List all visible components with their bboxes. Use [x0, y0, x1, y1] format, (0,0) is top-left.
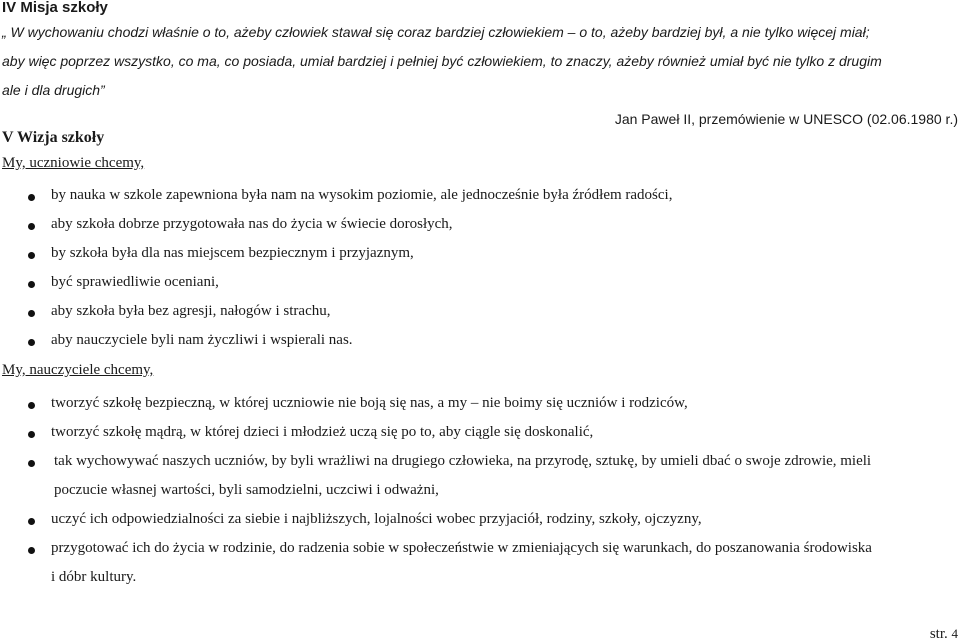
- list-item: [51, 303, 672, 332]
- list-item-text: aby szkoła była bez agresji, nałogów i strachu,: [51, 303, 331, 319]
- bullet-icon: [28, 402, 35, 409]
- teachers-lead: My, nauczyciele chcemy,: [2, 362, 154, 378]
- list-item-text: tworzyć szkołę bezpieczną, w której uczniowie nie boją się nas, a my – nie boimy się uczniów i rodziców,: [51, 395, 688, 411]
- list-item-text: przygotować ich do życia w rodzinie, do radzenia sobie w społeczeństwie w zmieniających się warunkach, do poszanowania środowiska: [51, 540, 872, 556]
- bullet-icon: [28, 339, 35, 346]
- list-item-text: tak wychowywać naszych uczniów, by byli wrażliwi na drugiego człowieka, na przyrodę, sztukę, by umieli dbać o swoje zdrowie, mieli: [54, 453, 872, 469]
- section-heading-vision: V Wizja szkoły: [2, 129, 105, 146]
- list-item-text: by nauka w szkole zapewniona była nam na wysokim poziomie, ale jednocześnie była źródłem radości,: [51, 187, 673, 203]
- list-item-continuation: poczucie własnej wartości, byli samodzielni, uczciwi i odważni,: [54, 482, 439, 498]
- students-list: [51, 187, 672, 361]
- bullet-icon: [28, 281, 35, 288]
- bullet-icon: [28, 252, 35, 259]
- page-label: str.: [929, 626, 948, 642]
- bullet-icon: [28, 194, 35, 201]
- list-item-text: aby nauczyciele byli nam życzliwi i wspierali nas.: [51, 332, 353, 348]
- list-item-text: aby szkoła dobrze przygotowała nas do życia w świecie dorosłych,: [51, 216, 453, 232]
- list-item: [51, 424, 593, 441]
- list-item: [51, 332, 672, 361]
- bullet-icon: [28, 547, 35, 554]
- list-item: [51, 395, 688, 412]
- quote-attribution: Jan Paweł II, przemówienie w UNESCO (02.06.1980 r.): [614, 111, 958, 127]
- list-item-text: być sprawiedliwie oceniani,: [51, 274, 219, 290]
- list-item-continuation: i dóbr kultury.: [51, 569, 137, 585]
- quote-line-1: „ W wychowaniu chodzi właśnie o to, ażeby człowiek stawał się coraz bardziej człowiekiem – o to, ażeby bardziej był, a nie tylko więcej miał;: [2, 24, 870, 40]
- quote-line-3: ale i dla drugich”: [2, 82, 105, 98]
- students-lead: My, uczniowie chcemy,: [2, 155, 145, 171]
- list-item: [51, 540, 872, 557]
- list-item: [51, 187, 672, 216]
- bullet-icon: [28, 518, 35, 525]
- page-number-value: 4: [951, 626, 958, 641]
- list-item-text: uczyć ich odpowiedzialności za siebie i najbliższych, lojalności wobec przyjaciół, rodziny, szkoły, ojczyzny,: [51, 511, 702, 527]
- page-number: [930, 626, 958, 643]
- section-heading-mission: IV Misja szkoły: [2, 0, 108, 16]
- list-item: [51, 245, 672, 274]
- list-item: [51, 274, 672, 303]
- list-item-text: tworzyć szkołę mądrą, w której dzieci i młodzież uczą się po to, aby ciągle się doskonalić,: [51, 424, 594, 440]
- bullet-icon: [28, 223, 35, 230]
- list-item: [51, 511, 702, 528]
- list-item: [51, 216, 672, 245]
- quote-line-2: aby więc poprzez wszystko, co ma, co posiada, umiał bardziej i pełniej być człowiekiem, to znaczy, ażeby również umiał być nie tylko z drugim: [2, 53, 882, 69]
- bullet-icon: [28, 431, 35, 438]
- bullet-icon: [28, 310, 35, 317]
- bullet-icon: [28, 460, 35, 467]
- list-item-text: by szkoła była dla nas miejscem bezpiecznym i przyjaznym,: [51, 245, 414, 261]
- list-item: [54, 453, 871, 470]
